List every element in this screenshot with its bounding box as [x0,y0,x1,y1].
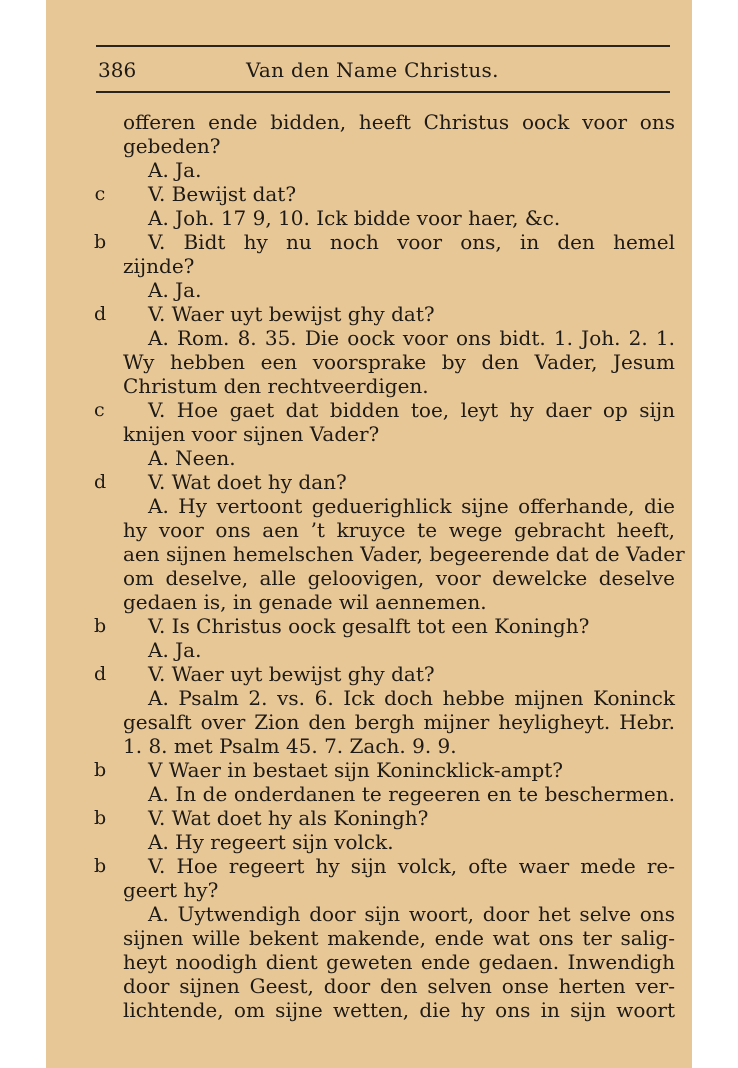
line-text: A. Neen. [148,446,236,470]
line-text: hy voor ons aen ’t kruyce te wege gebracht heeft, [123,518,675,542]
line-text: Christum den rechtveerdigen. [123,374,429,398]
page-number: 386 [98,58,137,82]
margin-marker: b [94,615,107,637]
text-line [123,878,675,902]
text-line [94,806,675,830]
line-text: V Waer in bestaet sijn Konincklick-ampt? [148,758,564,782]
margin-marker: c [94,183,106,205]
line-text: V. Bewijst dat? [148,182,297,206]
text-line [94,182,675,206]
line-text: A. Ja. [148,638,202,662]
line-text: V. Is Christus oock gesalft tot een Koningh? [148,614,590,638]
header-rule-bottom [96,91,670,93]
line-text: V. Waer uyt bewijst ghy dat? [148,302,435,326]
header-rule-top [96,45,670,47]
line-text: door sijnen Geest, door den selven onse herten ver- [123,974,675,998]
line-text: zijnde? [123,254,195,278]
margin-marker: d [94,663,107,685]
text-line [94,398,675,422]
text-line [123,926,675,950]
text-line [94,662,675,686]
text-line [123,158,675,182]
margin-marker: c [94,399,105,421]
text-line [123,350,675,374]
text-line [123,254,675,278]
margin-marker: b [94,807,107,829]
line-text: sijnen wille bekent makende, ende wat ons ter salig- [123,926,675,950]
text-line [94,230,675,254]
text-line [123,446,675,470]
text-line [123,374,675,398]
line-text: gesalft over Zion den bergh mijner heyligheyt. Hebr. [123,710,675,734]
line-text: offeren ende bidden, heeft Christus oock voor ons [123,110,675,134]
line-text: heyt noodigh dient geweten ende gedaen. Inwendigh [123,950,675,974]
text-line [94,470,675,494]
text-line [123,782,675,806]
margin-marker: d [94,471,107,493]
line-text: 1. 8. met Psalm 45. 7. Zach. 9. 9. [123,734,457,758]
line-text: A. Ja. [148,158,202,182]
text-line [123,590,675,614]
text-line [94,758,675,782]
line-text: om deselve, alle geloovigen, voor dewelcke deselve [123,566,675,590]
line-text: V. Bidt hy nu noch voor ons, in den hemel [148,230,675,254]
margin-marker: d [94,303,107,325]
text-line [123,542,685,566]
text-line [123,710,675,734]
line-text: Wy hebben een voorsprake by den Vader, Jesum [123,350,675,374]
line-text: aen sijnen hemelschen Vader, begeerende dat de Vader [123,542,685,566]
running-title: Van den Name Christus. [246,58,499,82]
line-text: A. Hy regeert sijn volck. [148,830,394,854]
text-line [123,134,675,158]
line-text: A. Joh. 17 9, 10. Ick bidde voor haer, &c. [148,206,561,230]
line-text: gebeden? [123,134,221,158]
text-line [123,494,675,518]
line-text: V. Hoe gaet dat bidden toe, leyt hy daer op sijn [148,398,675,422]
line-text: A. Hy vertoont geduerighlick sijne offerhande, die [148,494,675,518]
margin-marker: b [94,855,107,877]
text-line [123,566,675,590]
line-text: knijen voor sijnen Vader? [123,422,380,446]
line-text: geert hy? [123,878,219,902]
text-line [123,638,675,662]
text-line [123,734,675,758]
line-text: A. Uytwendigh door sijn woort, door het selve ons [148,902,675,926]
line-text: V. Wat doet hy dan? [148,470,347,494]
line-text: gedaen is, in genade wil aennemen. [123,590,487,614]
text-line [123,998,675,1022]
text-line [123,830,675,854]
line-text: A. Psalm 2. vs. 6. Ick doch hebbe mijnen Koninck [148,686,675,710]
text-line [123,950,675,974]
line-text: A. Ja. [148,278,202,302]
text-line [123,326,675,350]
line-text: A. In de onderdanen te regeeren en te beschermen. [148,782,675,806]
text-line [123,974,675,998]
line-text: lichtende, om sijne wetten, die hy ons in sijn woort [123,998,675,1022]
margin-marker: b [94,759,107,781]
line-text: V. Waer uyt bewijst ghy dat? [148,662,435,686]
text-line [123,686,675,710]
text-line [123,902,675,926]
text-line [94,302,675,326]
text-line [123,110,675,134]
margin-marker: b [94,231,107,253]
book-page [46,0,692,1068]
text-line [94,614,675,638]
line-text: V. Wat doet hy als Koningh? [148,806,429,830]
text-line [123,422,675,446]
text-line [123,518,675,542]
text-line [123,206,675,230]
body-text [94,110,685,1022]
line-text: V. Hoe regeert hy sijn volck, ofte waer mede re- [148,854,675,878]
text-line [123,278,675,302]
line-text: A. Rom. 8. 35. Die oock voor ons bidt. 1. Joh. 2. 1. [148,326,675,350]
text-line [94,854,675,878]
